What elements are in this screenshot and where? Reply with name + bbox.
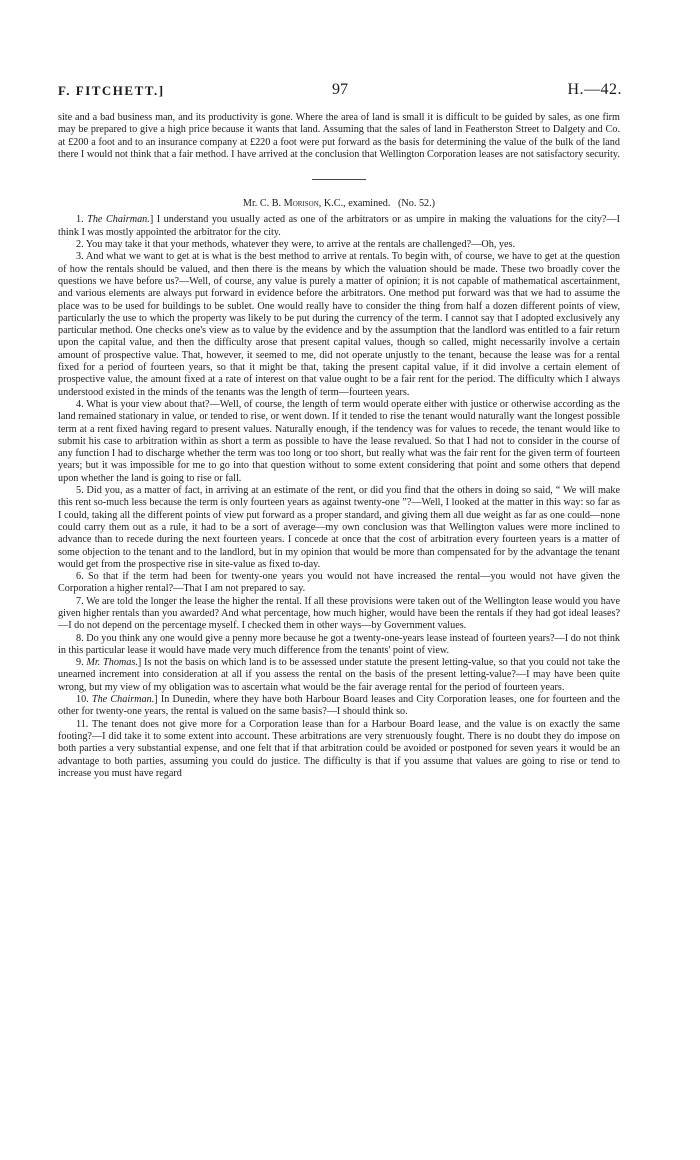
witness-name: Morison (283, 198, 319, 210)
witness-prefix: Mr. C. B. (242, 198, 284, 210)
intro-paragraph: site and a bad business man, and its productivity is gone. Where the area of land is small it is difficult to be guided by sales, as one firm may be prepared to give a high price because it wants that land. Assuming that the sales of land in Featherston Street to Dalgety and Co. at £200 a foot and to an insurance company at £220 a foot were put forward as the basis for determining the value of the bulk of the land there I would not think that a fair method. I have arrived at the conclusion that Wellington Corporation leases are not satisfactory security. (58, 112, 620, 160)
question-paragraph (58, 239, 620, 251)
witness-number: (No. 52.) (398, 198, 436, 210)
question-text: ] I understand you usually acted as one of the arbitrators or as umpire in making the valuations for the city?—I think I was mostly appointed the arbitrator for the city. (58, 214, 621, 238)
question-number: 2. (76, 239, 84, 251)
speaker-name: Mr. Thomas. (86, 657, 138, 669)
question-paragraph (58, 719, 620, 780)
question-text: Do you think any one would give a penny more because he got a twenty-one-years lease instead of fourteen years?—I do not think in this particular lease it would have made very much difference from the tenants' point of view. (58, 632, 621, 656)
question-number: 6. (76, 571, 84, 583)
document-body (58, 112, 620, 780)
speaker-name: The Chairman. (91, 694, 155, 706)
question-number: 1. (76, 214, 84, 226)
speaker-name: The Chairman. (87, 214, 150, 226)
question-paragraph (58, 657, 620, 694)
question-number: 8. (76, 632, 84, 644)
question-text: And what we want to get at is what is the best method to arrive at rentals. To begin with, of course, we have to get at the question of how the rentals should be valued, and then there is the means by which the valuation should be made. These two broadly cover the questions we have before us?—Well, of course, any value is purely a matter of opinion; it is not capable of mathematical ascertainment, and various elements are always put forward in evidence before the arbitrators. One method put forward was that we had to assume the place was to be used for buildings to be sublet. One would really have to consider the thing from half a dozen different points of view, particularly the use to which the property was likely to be put during the currency of the term. I cannot say that I adopted exclusively any particular method. One checks one's view as to value by the evidence and by the assumption that the landlord was entitled to a fair return upon the capital value, and then the difficulty arose that present capital values, though so called, might necessarily involve a certain amount of prospective value. That, however, it seemed to me, did not operate unjustly to the tenant, because the lease was for a rental fixed for a period of fourteen years, so that it might be that, taking the present capital value, if it did involve a certain element of prospective value, the amount fixed at a rate of interest on that value ought to be a fair rent for the period. The difficulty which I always understood existed in the minds of the tenants was the length of term—fourteen years. (58, 251, 620, 398)
question-text: We are told the longer the lease the higher the rental. If all these provisions were taken out of the Wellington lease would you have given higher rentals than you awarded? And what percentage, how much higher, would have been the rentals if they had got ideal leases?—I do not depend on the percentage myself. I checked them in other ways—by Government values. (58, 595, 620, 632)
question-number: 3. (76, 251, 84, 263)
document-reference: H.—42. (567, 81, 622, 98)
question-text: You may take it that your methods, whatever they were, to arrive at the rentals are challenged?—Oh, yes. (85, 239, 516, 251)
question-number: 11. (76, 718, 89, 730)
question-text: ] Is not the basis on which land is to be assessed under statute the present letting-value, so that you could not take the unearned increment into consideration at all if you assess the rental on the basis of the present letting-value?—I may have been quite wrong, but my view of my obligation was to ascertain what would be the fair average rental for the period of fourteen years. (58, 657, 620, 693)
question-number: 4. (76, 398, 84, 410)
question-text: So that if the term had been for twenty-one years you would not have increased the rental—you would not have given the Corporation a higher rental?—That I am not prepared to say. (58, 571, 620, 595)
question-number: 9. (76, 657, 84, 669)
question-paragraph (58, 633, 620, 658)
question-text: The tenant does not give more for a Corporation lease than for a Harbour Board lease, and the value is on exactly the same footing?—I did take it to some extent into account. These arbitrations are very strenuously fought. There is no doubt they do impose on both parties a very substantial expense, and one felt that if that arbitration could be avoided or postponed for seven years it would be an advantage to both parties, assuming you could do justice. The difficulty is that if you assume that values are going to rise or tend to increase you must have regard (58, 718, 620, 779)
witness-heading (58, 198, 620, 210)
question-paragraph (58, 596, 620, 633)
page-header (58, 83, 622, 105)
question-text: ] In Dunedin, where they have both Harbour Board leases and City Corporation leases, one for fourteen and the other for twenty-one years, the rental is valued on the same basis?—I should think so. (58, 694, 621, 718)
question-paragraph (58, 485, 620, 571)
page-number: 97 (332, 81, 348, 98)
section-divider (312, 179, 366, 180)
question-text: Did you, as a matter of fact, in arriving at an estimate of the rent, or did you find that the others in doing so said, “ We will make this rent so-much less because the term is only fourteen years as against twenty-one ”?—Well, I looked at the matter in this way: so far as I could, taking all the different points of view put forward as a proper standard, and giving them all due weight as far as one could—none could carry them out as a rule, it had to be a sort of average—my own conclusion was that Wellington values were more inclined to advance than to recede during the next fourteen years. I concede at once that the cost of arbitration every fourteen years is a matter of some objection to the tenant and to the landlord, but in my opinion that would be more than compensated for by the advantage the tenant would get from the prospective rise in site-value as fixed to-day. (58, 485, 620, 570)
question-text: What is your view about that?—Well, of course, the length of term would operate either with justice or otherwise according as the land remained stationary in value, or tended to rise, or went down. If it tended to rise the tenant would naturally want the longest possible term at a rent fixed having regard to present values. Naturally enough, if the tendency was for values to recede, the tenant would like to submit his case to arbitration within as short a term as possible to have the lease revalued. So that I had not to consider in the course of any function I had to discharge whether the term was too long or too short, but really what was the fair rent for the given term of fourteen years; but it was impossible for me to go into that question without to some extent considering that point and some others that depend upon whether the land is going to rise or fall. (58, 398, 620, 484)
question-paragraph (58, 571, 620, 596)
question-number: 7. (76, 595, 84, 607)
question-paragraph (58, 694, 620, 719)
question-paragraph (58, 399, 620, 485)
question-number: 5. (76, 485, 84, 497)
question-paragraph (58, 214, 620, 239)
question-paragraph (58, 251, 620, 399)
question-number: 10. (76, 694, 89, 706)
witness-suffix: , K.C., examined. (318, 198, 391, 210)
header-witness-ref: F. FITCHETT.] (58, 83, 165, 98)
